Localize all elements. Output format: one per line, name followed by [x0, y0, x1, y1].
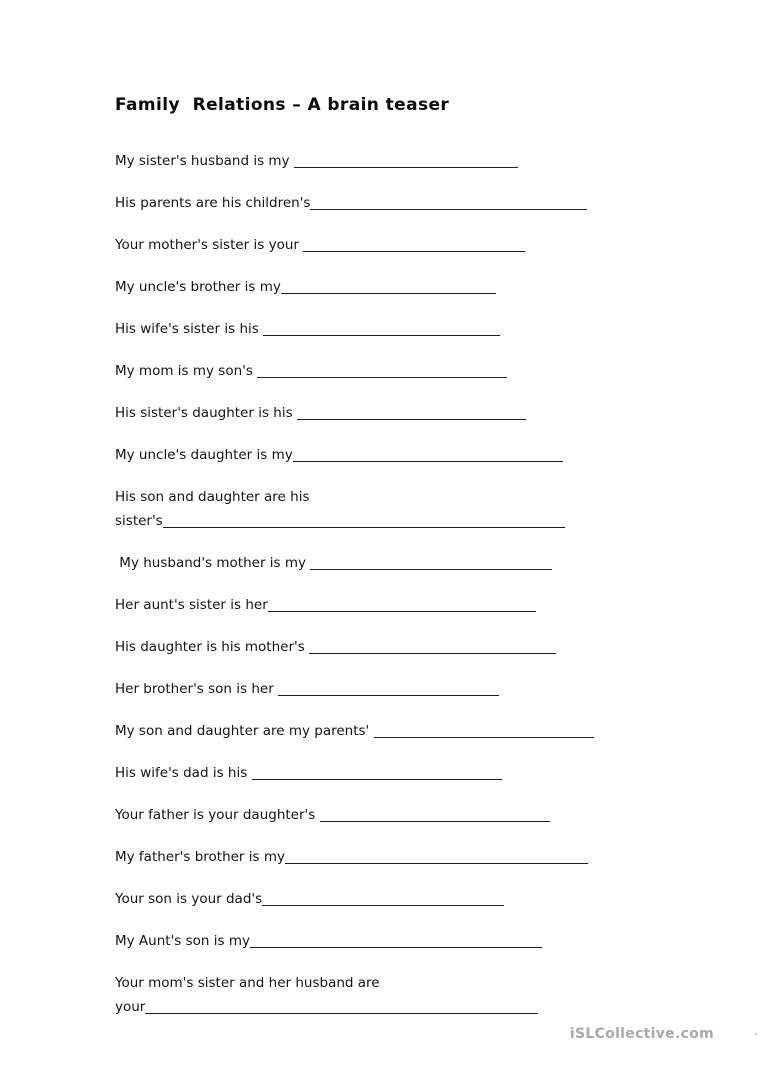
- question-text: My Aunt's son is my: [115, 933, 250, 949]
- question-line-3: [115, 233, 695, 257]
- question-text: My uncle's brother is my: [115, 279, 281, 295]
- question-text-wrap: your: [115, 999, 146, 1015]
- question-line-13: [115, 677, 695, 701]
- question-line-4: [115, 275, 695, 299]
- fill-in-blank[interactable]: [250, 935, 542, 948]
- question-line-8: [115, 443, 695, 467]
- question-text: His wife's sister is his: [115, 321, 264, 337]
- question-text: My uncle's daughter is my: [115, 447, 293, 463]
- question-text: My son and daughter are my parents': [115, 723, 374, 739]
- question-text: His son and daughter are his: [115, 489, 310, 505]
- fill-in-blank[interactable]: [294, 155, 518, 168]
- question-line-10: [115, 551, 695, 575]
- fill-in-blank[interactable]: [257, 365, 507, 378]
- fill-in-blank[interactable]: [320, 809, 550, 822]
- question-text: My mom is my son's: [115, 363, 258, 379]
- question-line-12: [115, 635, 695, 659]
- question-text: Your father is your daughter's: [115, 807, 320, 823]
- question-line-19: [115, 929, 695, 953]
- worksheet-content: [115, 95, 695, 1037]
- fill-in-blank[interactable]: [309, 641, 556, 654]
- fill-in-blank[interactable]: [252, 767, 502, 780]
- fill-in-blank[interactable]: [263, 323, 500, 336]
- fill-in-blank[interactable]: [310, 197, 587, 210]
- question-line-2: [115, 191, 695, 215]
- fill-in-blank[interactable]: [293, 449, 563, 462]
- question-text: Your mom's sister and her husband are: [115, 975, 380, 991]
- stray-dot-mark: .: [753, 1024, 758, 1038]
- fill-in-blank[interactable]: [262, 893, 504, 906]
- question-text: Your son is your dad's: [115, 891, 263, 907]
- question-text: His parents are his children's: [115, 195, 311, 211]
- question-text: My father's brother is my: [115, 849, 285, 865]
- fill-in-blank[interactable]: [278, 683, 499, 696]
- question-list: [115, 149, 695, 1019]
- question-line-17: [115, 845, 695, 869]
- fill-in-blank[interactable]: [281, 281, 496, 294]
- fill-in-blank[interactable]: [303, 239, 525, 252]
- fill-in-blank[interactable]: [163, 515, 565, 528]
- fill-in-blank[interactable]: [374, 725, 594, 738]
- question-line-15: [115, 761, 695, 785]
- fill-in-blank[interactable]: [297, 407, 526, 420]
- question-text: My sister's husband is my: [115, 153, 294, 169]
- question-line-20: [115, 971, 695, 1019]
- fill-in-blank[interactable]: [268, 599, 536, 612]
- fill-in-blank[interactable]: [285, 851, 588, 864]
- question-text: His wife's dad is his: [115, 765, 252, 781]
- question-text: My husband's mother is my: [115, 555, 311, 571]
- question-line-9: [115, 485, 695, 533]
- question-line-14: [115, 719, 695, 743]
- fill-in-blank[interactable]: [145, 1001, 538, 1014]
- question-text: His daughter is his mother's: [115, 639, 310, 655]
- question-text-wrap: sister's: [115, 513, 163, 529]
- fill-in-blank[interactable]: [310, 557, 552, 570]
- question-text: Her aunt's sister is her: [115, 597, 268, 613]
- question-line-6: [115, 359, 695, 383]
- question-text: Your mother's sister is your: [115, 237, 304, 253]
- question-text: His sister's daughter is his: [115, 405, 297, 421]
- question-line-11: [115, 593, 695, 617]
- question-line-1: [115, 149, 695, 173]
- page-title: Family Relations – A brain teaser: [115, 95, 450, 115]
- question-line-16: [115, 803, 695, 827]
- islcollective-watermark[interactable]: iSLCollective.com: [569, 1026, 714, 1042]
- question-line-7: [115, 401, 695, 425]
- question-text: Her brother's son is her: [115, 681, 279, 697]
- question-line-5: [115, 317, 695, 341]
- question-line-18: [115, 887, 695, 911]
